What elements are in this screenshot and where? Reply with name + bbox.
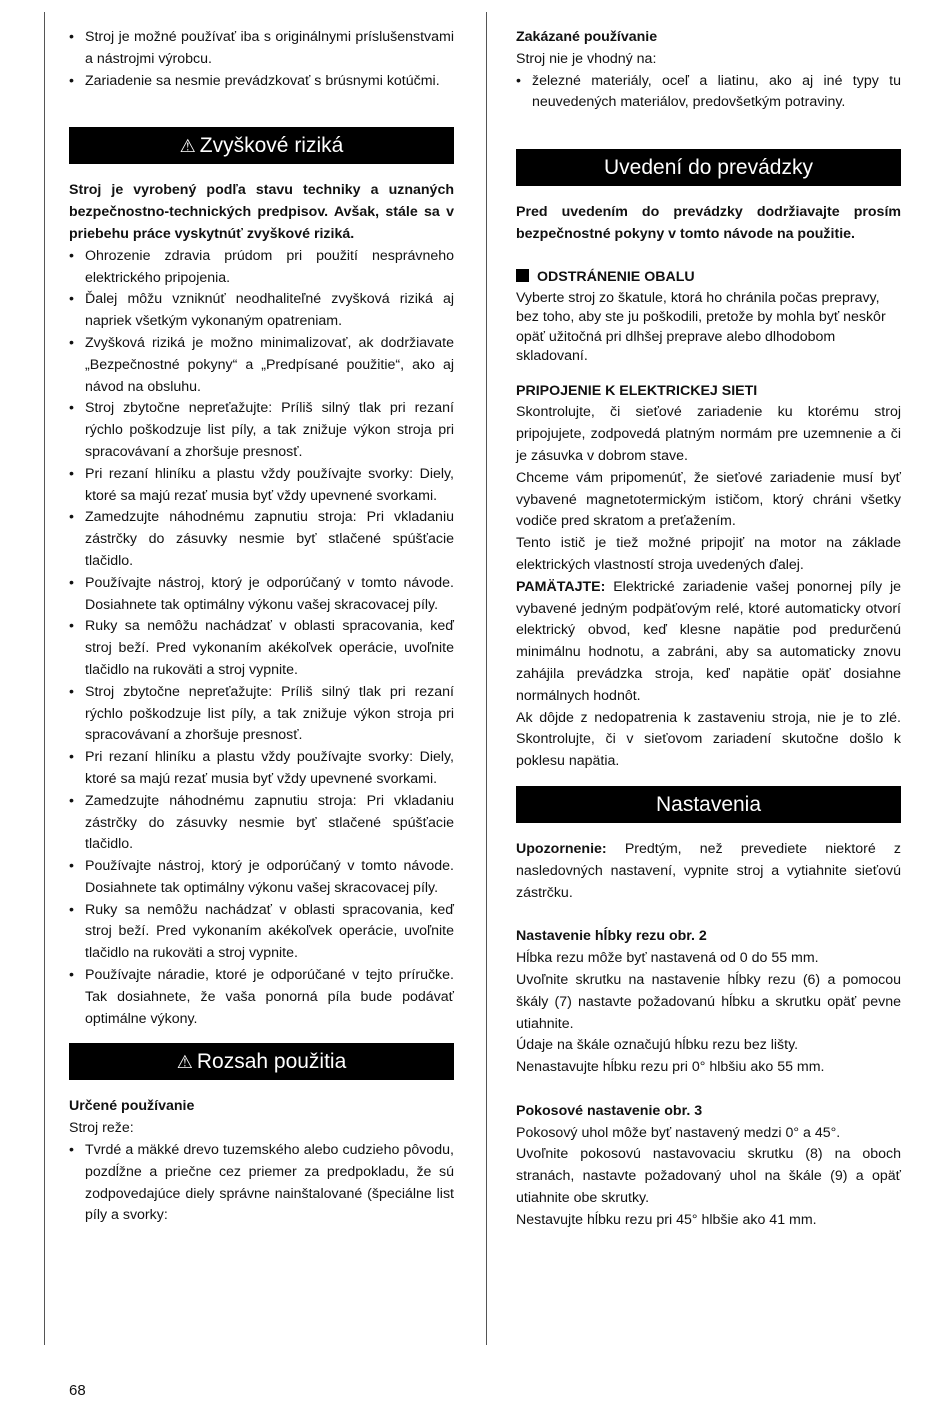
miter-line: Uvoľnite pokosovú nastavovaciu skrutku (8) na oboch stranách, nastavte požadovaný uhol na škále (9) a opäť utiahnite obe skrutky. bbox=[516, 1146, 901, 1207]
depth-heading: Nastavenie hĺbky rezu obr. 2 bbox=[516, 928, 707, 945]
scope-title: Rozsah použitia bbox=[196, 1050, 347, 1074]
settings-note: Upozornenie: Predtým, než prevediete niektoré z nasledovných nastavení, vypnite stroj a vytiahnite sieťovú zástrčku. bbox=[516, 840, 901, 901]
list-item: • Stroj zbytočne nepreťažujte: Príliš silný tlak pri rezaní rýchlo poškodzuje list píly, a tak znižuje výkon stroja pri spracovávaní a zhoršuje presnosť. bbox=[69, 682, 454, 747]
page-number: 68 bbox=[69, 1382, 86, 1399]
list-item: • Pri rezaní hliníku a plastu vždy používajte svorky: Diely, ktoré sa majú rezať musia byť vždy upevnené svorkami. bbox=[69, 747, 454, 791]
scope-banner bbox=[69, 1043, 454, 1080]
list-item: • Používajte nástroj, ktorý je odporúčaný v tomto návode. Dosiahnete tak optimálny výkonu vašej skracovacej píly. bbox=[69, 573, 454, 617]
list-item: • Pri rezaní hliníku a plastu vždy používajte svorky: Diely, ktoré sa majú rezať musia byť vždy upevnené svorkami. bbox=[69, 464, 454, 508]
square-bullet-icon bbox=[516, 269, 529, 282]
depth-line: Údaje na škále označujú hĺbku rezu bez lišty. bbox=[516, 1037, 799, 1054]
power-paragraph-4: Ak dôjde z nedopatrenia k zastaveniu stroja, nie je to zlé. Skontrolujte, či v sieťovom zariadení skutočne došlo k poklesu napätia. bbox=[516, 709, 901, 770]
list-item: • Tvrdé a mäkké drevo tuzemského alebo cudzieho pôvodu, pozdĺžne a priečne cez priemer za predpokladu, že sú zodpovedajúce diely správne nainštalované (špeciálne list píly a svorky: bbox=[69, 1140, 454, 1227]
intended-use-list bbox=[69, 1140, 454, 1227]
list-item: • železné materiály, oceľ a liatinu, ako aj iné typy tu neuvedených materiálov, predovšetkým potraviny. bbox=[516, 71, 901, 115]
depth-line: Nenastavujte hĺbku rezu pri 0° hlbšiu ako 55 mm. bbox=[516, 1059, 825, 1076]
startup-intro: Pred uvedením do prevádzky dodržiavajte prosím bezpečnostné pokyny v tomto návode na použitie. bbox=[516, 204, 901, 242]
intended-use-text: Stroj reže: bbox=[69, 1120, 134, 1137]
list-item: • Ruky sa nemôžu nachádzať v oblasti spracovania, keď stroj beží. Pred vykonaním akékoľvek operácie, uvoľnite tlačidlo na rukoväti a stroj vypnite. bbox=[69, 616, 454, 681]
list-item: • Používajte náradie, ktoré je odporúčané v tejto príručke. Tak dosiahnete, že vaša ponorná píla bude podávať optimálne výkony. bbox=[69, 965, 454, 1030]
risks-intro: Stroj je vyrobený podľa stavu techniky a uznaných bezpečnostno-technických predpisov. Avšak, stále sa v priebehu práce vyskytnúť zvyškové riziká. bbox=[69, 182, 454, 242]
settings-title: Nastavenia bbox=[655, 792, 762, 816]
list-item: • Zvyšková riziká je možno minimalizovať, ak dodržiavate „Bezpečnostné pokyny“ a „Predpísané použitie“, ako aj návod na obsluhu. bbox=[69, 333, 454, 398]
forbidden-use-text: Stroj nie je vhodný na: bbox=[516, 50, 657, 67]
miter-heading: Pokosové nastavenie obr. 3 bbox=[516, 1102, 703, 1119]
risks-banner bbox=[69, 127, 454, 164]
list-item: • Zariadenie sa nesmie prevádzkovať s brúsnymi kotúčmi. bbox=[69, 71, 454, 93]
left-margin-rule bbox=[44, 12, 45, 1345]
power-paragraph-2: Chceme vám pripomenúť, že sieťové zariadenie musí byť vybavené magnetotermickým ističom, ktorý chráni všetky vodiče pred skratom a preťažením. bbox=[516, 469, 901, 530]
list-item: • Ruky sa nemôžu nachádzať v oblasti spracovania, keď stroj beží. Pred vykonaním akékoľvek operácie, uvoľnite tlačidlo na rukoväti a stroj vypnite. bbox=[69, 900, 454, 965]
startup-banner bbox=[516, 149, 901, 186]
left-column bbox=[69, 27, 454, 1227]
list-item: • Používajte nástroj, ktorý je odporúčaný v tomto návode. Dosiahnete tak optimálny výkonu vašej skracovacej píly. bbox=[69, 856, 454, 900]
depth-line: Uvoľnite skrutku na nastavenie hĺbky rezu (6) a pomocou škály (7) nastavte požadovanú hĺbku a skrutku opäť pevne utiahnite. bbox=[516, 971, 901, 1032]
settings-banner bbox=[516, 786, 901, 823]
top-list bbox=[69, 27, 454, 92]
warning-triangle-icon: ⚠ bbox=[176, 1052, 193, 1073]
depth-line: Hĺbka rezu môže byť nastavená od 0 do 55 mm. bbox=[516, 950, 819, 967]
right-column bbox=[516, 27, 901, 1232]
power-heading: PRIPOJENIE K ELEKTRICKEJ SIETI bbox=[516, 382, 758, 399]
risks-title: Zvyškové riziká bbox=[199, 134, 344, 158]
intended-use-heading: Určené používanie bbox=[69, 1098, 195, 1115]
unpack-heading: ODSTRÁNENIE OBALU bbox=[516, 267, 901, 289]
startup-title: Uvedení do prevádzky bbox=[604, 156, 813, 180]
power-note-label: PAMÄTAJTE: bbox=[516, 578, 606, 595]
list-item: • Stroj zbytočne nepreťažujte: Príliš silný tlak pri rezaní rýchlo poškodzuje list píly, a tak znižuje výkon stroja pri spracovávaní a zhoršuje presnosť. bbox=[69, 398, 454, 463]
forbidden-use-heading: Zakázané používanie bbox=[516, 29, 658, 45]
risks-list bbox=[69, 246, 454, 1031]
power-paragraph-3: Tento istič je tiež možné pripojiť na motor na základe elektrických vlastností stroja uvedených ďalej. bbox=[516, 535, 901, 573]
column-divider-rule bbox=[486, 12, 487, 1345]
list-item: • Zamedzujte náhodnému zapnutiu stroja: Pri vkladaniu zástrčky do zásuvky nesmie byť stlačené spúšťacie tlačidlo. bbox=[69, 507, 454, 572]
power-note: PAMÄTAJTE: Elektrické zariadenie vašej ponornej píly je vybavené jedným podpäťovým relé, ktoré automaticky otvorí elektrický obvod, keď klesne napätie pod predurčenú minimálnu hodnotu, a zabráni, aby sa automaticky znovu zahájila prevádzka stroja, keď napätie opäť dosiahne normálnych hodnôt. bbox=[516, 578, 901, 704]
list-item: • Zamedzujte náhodnému zapnutiu stroja: Pri vkladaniu zástrčky do zásuvky nesmie byť stlačené spúšťacie tlačidlo. bbox=[69, 791, 454, 856]
miter-line: Pokosový uhol môže byť nastavený medzi 0° a 45°. bbox=[516, 1124, 841, 1141]
warning-triangle-icon: ⚠ bbox=[179, 136, 196, 157]
settings-note-label: Upozornenie: bbox=[516, 840, 607, 857]
list-item: • Stroj je možné používať iba s originálnymi príslušenstvami a nástrojmi výrobcu. bbox=[69, 27, 454, 71]
unpack-text: Vyberte stroj zo škatule, ktorá ho chránila počas prepravy, bez toho, aby ste ju poškodili, pretože by mohla byť neskôr opäť užitočná pri dlhšej preprave alebo dlhodobom skladovaní. bbox=[516, 289, 886, 365]
miter-line: Nestavujte hĺbku rezu pri 45° hlbšie ako 41 mm. bbox=[516, 1211, 817, 1228]
list-item: • Ďalej môžu vzniknúť neodhaliteľné zvyšková riziká aj napriek všetkým vykonaným opatreniam. bbox=[69, 289, 454, 333]
forbidden-use-list bbox=[516, 71, 901, 115]
power-paragraph-1: Skontrolujte, či sieťové zariadenie ku ktorému stroj pripojujete, zodpovedá platným normám pre uzemnenie a či je zásuvka v dobrom stave. bbox=[516, 404, 901, 464]
list-item: • Ohrozenie zdravia prúdom pri použití nesprávneho elektrického pripojenia. bbox=[69, 246, 454, 290]
